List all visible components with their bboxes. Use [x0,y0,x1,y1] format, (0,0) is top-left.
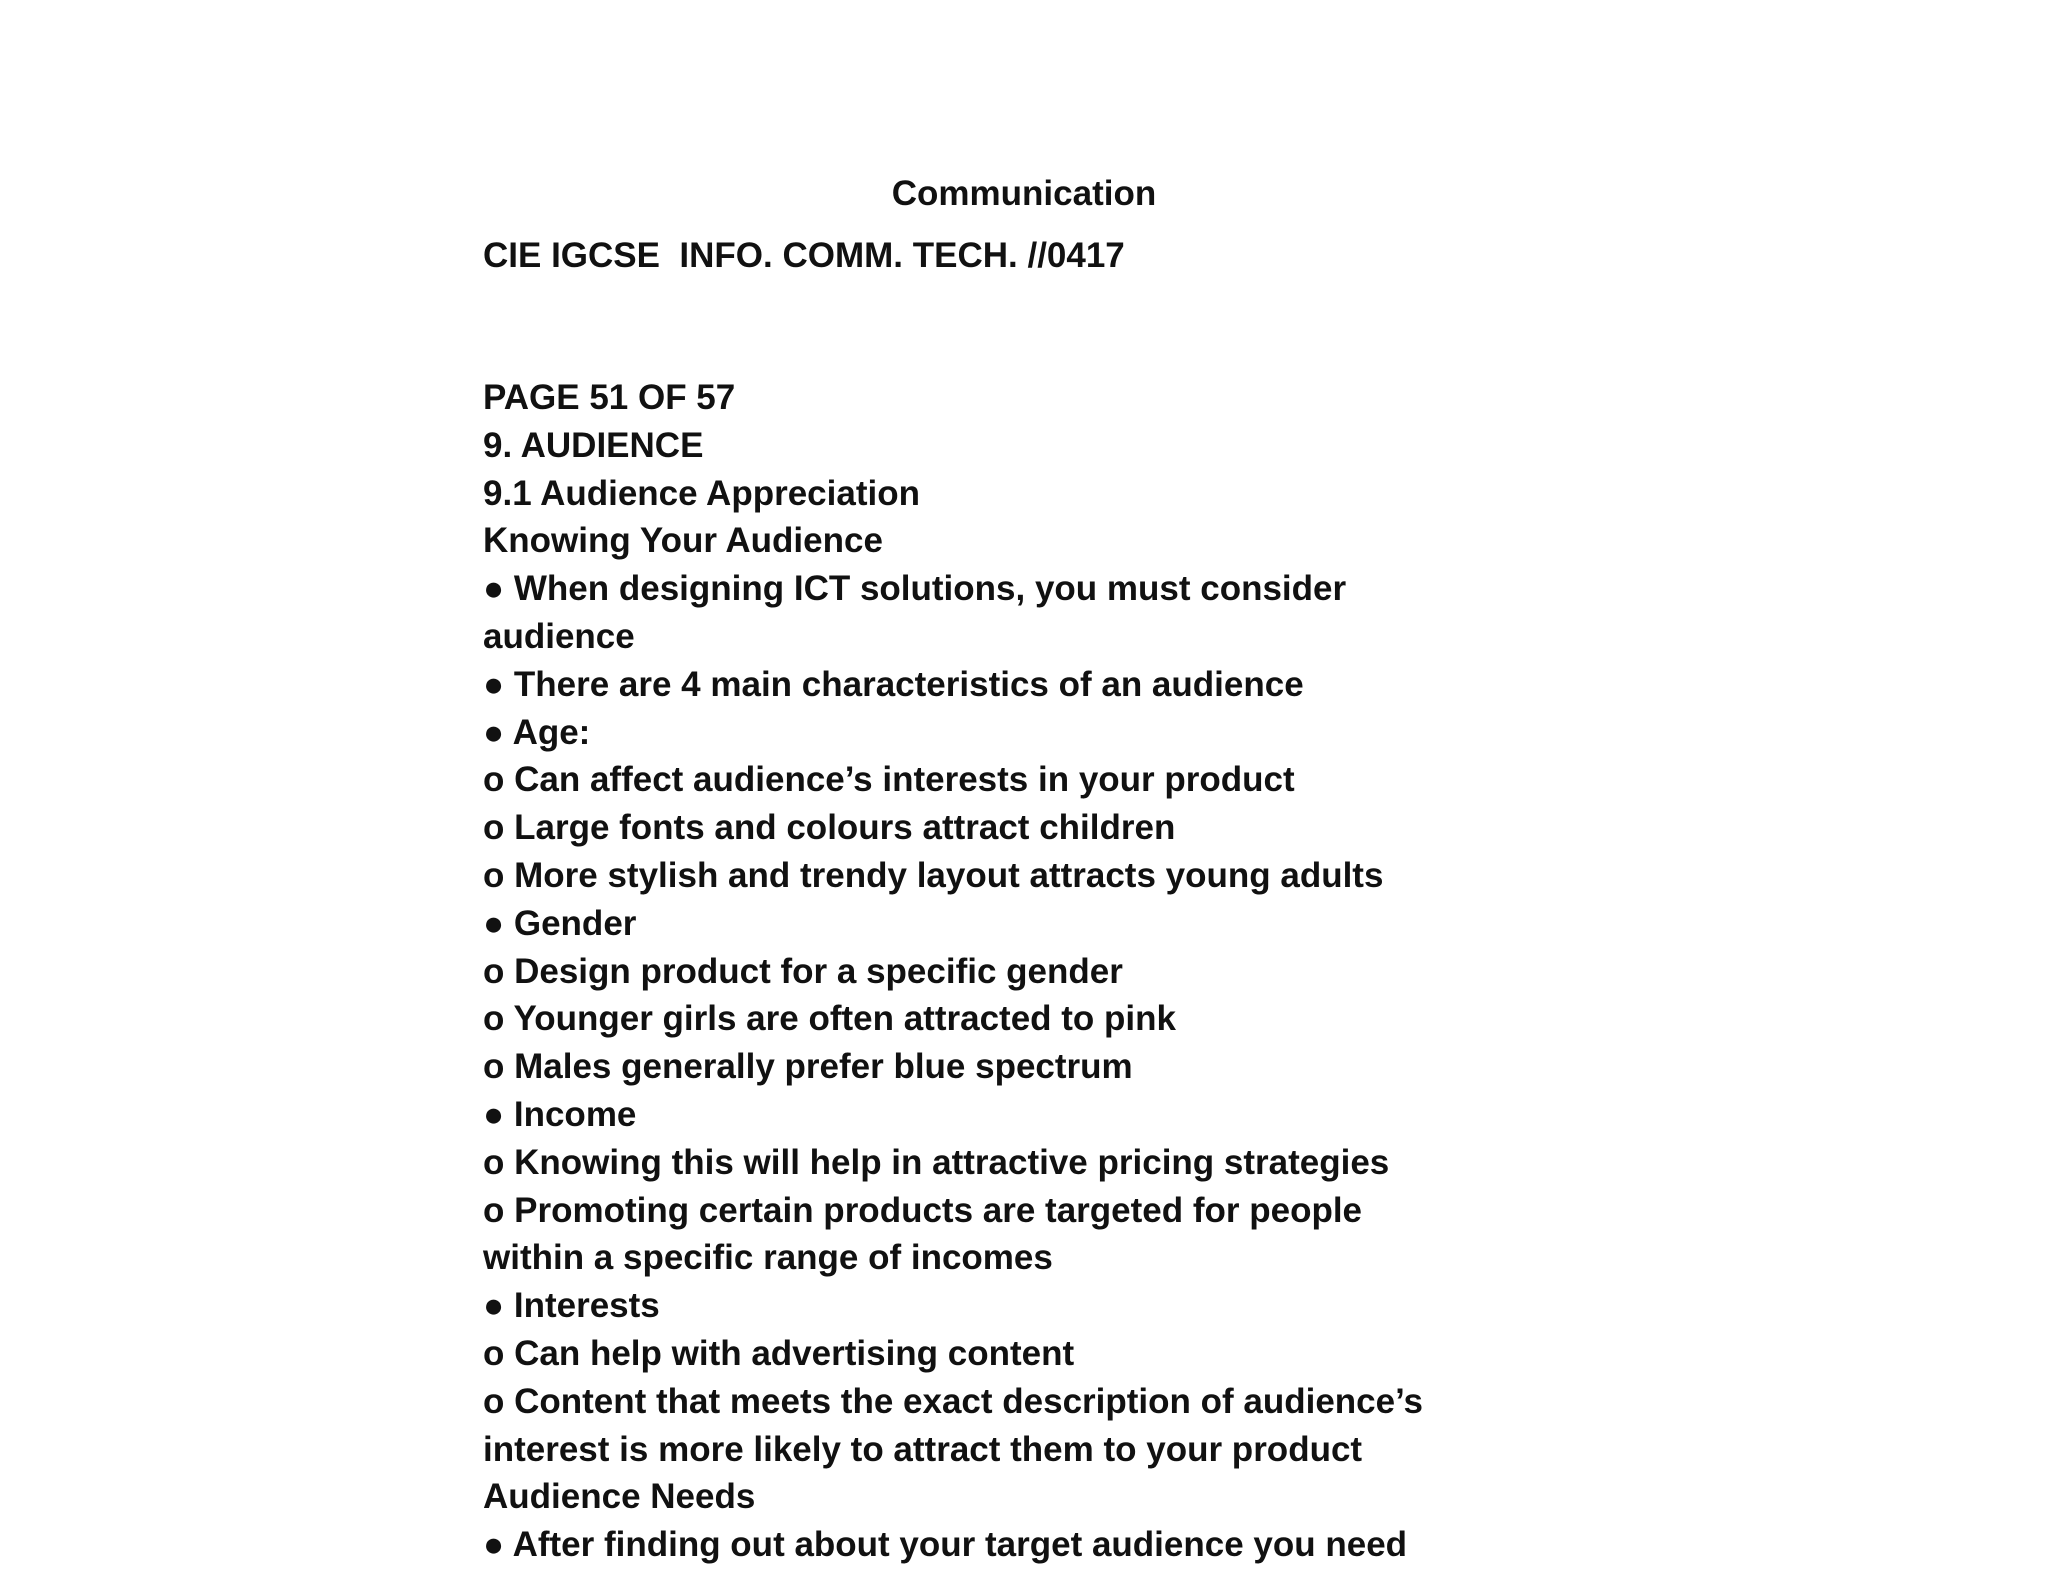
sub-bullet-line: o Knowing this will help in attractive pricing strategies [483,1142,1390,1182]
course-header: CIE IGCSE INFO. COMM. TECH. //0417 [483,236,1125,275]
bullet-line: ● There are 4 main characteristics of an audience [483,664,1304,704]
subsection-heading: 9.1 Audience Appreciation [483,473,920,513]
page-number-line: PAGE 51 OF 57 [483,378,736,417]
sub-bullet-line: o Promoting certain products are targeted for people [483,1190,1363,1230]
bullet-line: ● After finding out about your target audience you need [483,1525,1408,1565]
sub-bullet-line: o Can help with advertising content [483,1333,1075,1373]
text-line: audience [483,616,635,656]
sub-bullet-line: o Design product for a specific gender [483,951,1123,991]
topic-heading: Knowing Your Audience [483,521,883,561]
sub-bullet-line: o Younger girls are often attracted to pink [483,999,1176,1039]
topic-heading: Audience Needs [483,1477,756,1517]
sub-bullet-line: o Males generally prefer blue spectrum [483,1047,1133,1087]
section-heading: 9. AUDIENCE [483,425,704,465]
text-line: interest is more likely to attract them to your product [483,1429,1363,1469]
bullet-line: ● Income [483,1094,637,1134]
bullet-line: ● Gender [483,903,637,943]
sub-bullet-line: o Can affect audience’s interests in your product [483,760,1295,800]
document-body [483,374,1483,1569]
page-title: Communication [891,174,1157,213]
sub-bullet-line: o More stylish and trendy layout attracts young adults [483,855,1384,895]
sub-bullet-line: o Large fonts and colours attract children [483,808,1176,848]
bullet-line: ● Age: [483,712,591,752]
bullet-line: ● Interests [483,1286,660,1326]
bullet-line: ● When designing ICT solutions, you must consider [483,569,1347,609]
text-line: within a specific range of incomes [483,1238,1053,1278]
sub-bullet-line: o Content that meets the exact description of audience’s [483,1381,1423,1421]
